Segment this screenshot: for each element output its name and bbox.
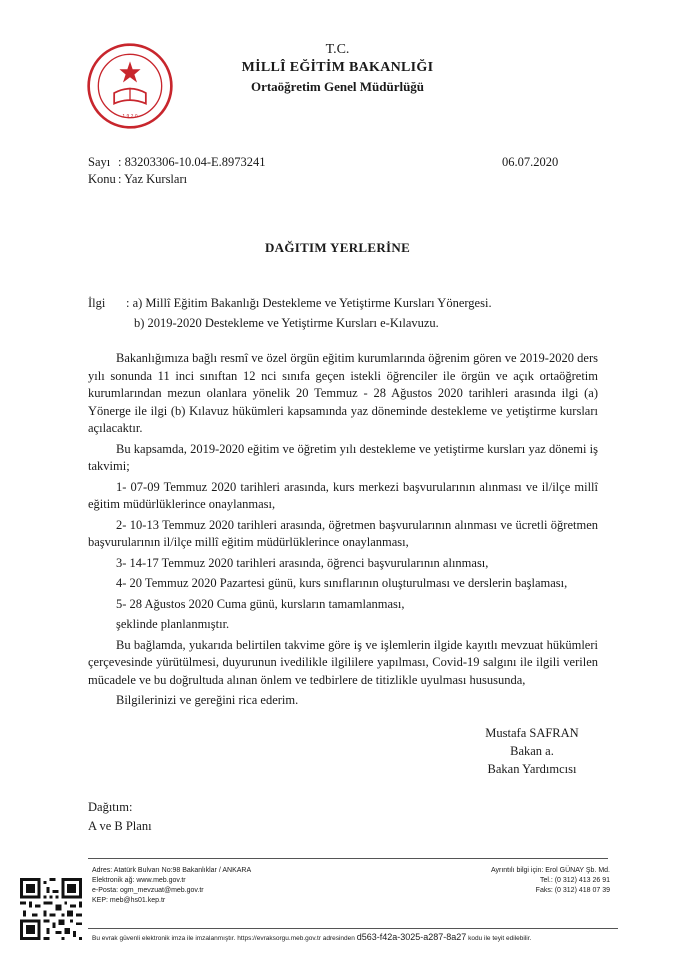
schedule-item: 5- 28 Ağustos 2020 Cuma günü, kursların tamamlanması,	[116, 596, 405, 611]
paragraph: Bu bağlamda, yukarıda belirtilen takvime göre iş ve işlemlerin ilgide kayıtlı mevzuat hükümleri çerçevesinde yürütülmesi, duyurunun ivedilikle ilgililere yapılması, Covid-19 salgını ile ilgili verilen mücadele ve bu doğrultuda alınan önlem ve tedbirlere de titizlikle uyulması hususunda,	[88, 637, 598, 687]
header-ministry: MİLLÎ EĞİTİM BAKANLIĞI	[241, 60, 434, 75]
schedule-item: 1- 07-09 Temmuz 2020 tarihleri arasında, kurs merkezi başvurularının alınması ve il/ilçe millî eğitim müdürlüklerince onaylanması,	[88, 479, 598, 511]
footer-contact-block	[440, 866, 610, 896]
footer-email: e-Posta: ogm_mevzuat@meb.gov.tr	[92, 887, 204, 894]
schedule-item: 2- 10-13 Temmuz 2020 tarihleri arasında, öğretmen başvurularının alınması ve ücretli öğretmen başvurularının il/ilçe millî eğitim müdürlüklerince onaylanması,	[88, 517, 598, 549]
konu-value: : Yaz Kursları	[118, 172, 188, 186]
signatory-on-behalf: Bakan a.	[510, 744, 554, 758]
footer-divider	[88, 858, 608, 859]
footer-tel: Tel.: (0 312) 413 26 91	[539, 877, 610, 884]
ilgi-ref-b: b) 2019-2020 Destekleme ve Yetiştirme Kursları e-Kılavuzu.	[134, 316, 439, 330]
footer-fax: Faks: (0 312) 418 07 39	[535, 887, 610, 894]
schedule-item: 4- 20 Temmuz 2020 Pazartesi günü, kurs sınıflarının oluşturulması ve derslerin başlaması,	[116, 576, 568, 590]
header-tc: T.C.	[325, 42, 350, 57]
konu-label: Konu	[88, 172, 116, 186]
paragraph: Bu kapsamda, 2019-2020 eğitim ve öğretim yılı destekleme ve yetiştirme kursları yaz dönemi iş takvimi;	[88, 441, 598, 473]
footer-address-block	[92, 866, 251, 906]
signatory-title: Bakan Yardımcısı	[487, 762, 577, 776]
verify-divider	[88, 928, 618, 929]
sayi-label: Sayı	[88, 155, 111, 169]
verify-code: d563-f42a-3025-a287-8a27	[356, 932, 467, 942]
ilgi-ref-a: : a) Millî Eğitim Bakanlığı Destekleme ve Yetiştirme Kursları Yönergesi.	[126, 296, 492, 310]
svg-text:1 9 2 0: 1 9 2 0	[122, 114, 138, 120]
paragraph: Bakanlığımıza bağlı resmî ve özel örgün eğitim kurumlarında öğrenim gören ve 2019-2020 ders yılı sonunda 11 inci sınıftan 12 nci sınıfa geçen istekli öğrenciler ile örgün ve açık ortaöğretim kurumlarından mezun olanlara yönelik 20 Temmuz - 28 Ağustos 2020 tarihleri arasında ilgi (a) Yönerge ile ilgi (b) Kılavuz hükümleri kapsamında yaz döneminde destekleme ve yetiştirme kursları açılacaktır.	[88, 351, 598, 435]
signature-block	[462, 724, 602, 778]
document-date: 06.07.2020	[502, 155, 559, 169]
header-directorate: Ortaöğretim Genel Müdürlüğü	[250, 79, 425, 94]
closing-line: Bilgilerinizi ve gereğini rica ederim.	[116, 693, 299, 707]
distribution-block	[88, 798, 152, 836]
distribution-label: Dağıtım:	[88, 800, 133, 814]
verify-text: Bu evrak güvenli elektronik imza ile imzalanmıştır. https://evraksorgu.meb.gov.tr adresinden	[92, 935, 355, 942]
distribution-value: A ve B Planı	[88, 819, 152, 833]
schedule-item: 3- 14-17 Temmuz 2020 tarihleri arasında, öğrenci başvurularının alınması,	[116, 555, 489, 570]
ilgi-label: İlgi	[88, 296, 106, 310]
footer-kep: KEP: meb@hs01.kep.tr	[92, 897, 166, 904]
qr-code-icon	[20, 878, 82, 940]
footer-address: Adres: Atatürk Bulvarı No:98 Bakanlıklar / ANKARA	[92, 867, 252, 874]
sayi-value: : 83203306-10.04-E.8973241	[118, 155, 266, 169]
paragraph: şeklinde planlanmıştır.	[116, 617, 230, 631]
letter-body	[88, 350, 598, 713]
verification-line	[92, 932, 531, 942]
distribution-title: DAĞITIM YERLERİNE	[264, 240, 411, 255]
signatory-name: Mustafa SAFRAN	[485, 726, 579, 740]
verify-suffix: kodu ile teyit edilebilir.	[468, 935, 532, 942]
footer-contact: Ayrıntılı bilgi için: Erol GÜNAY Şb. Md.	[490, 867, 610, 874]
footer-web: Elektronik ağ: www.meb.gov.tr	[92, 877, 186, 884]
